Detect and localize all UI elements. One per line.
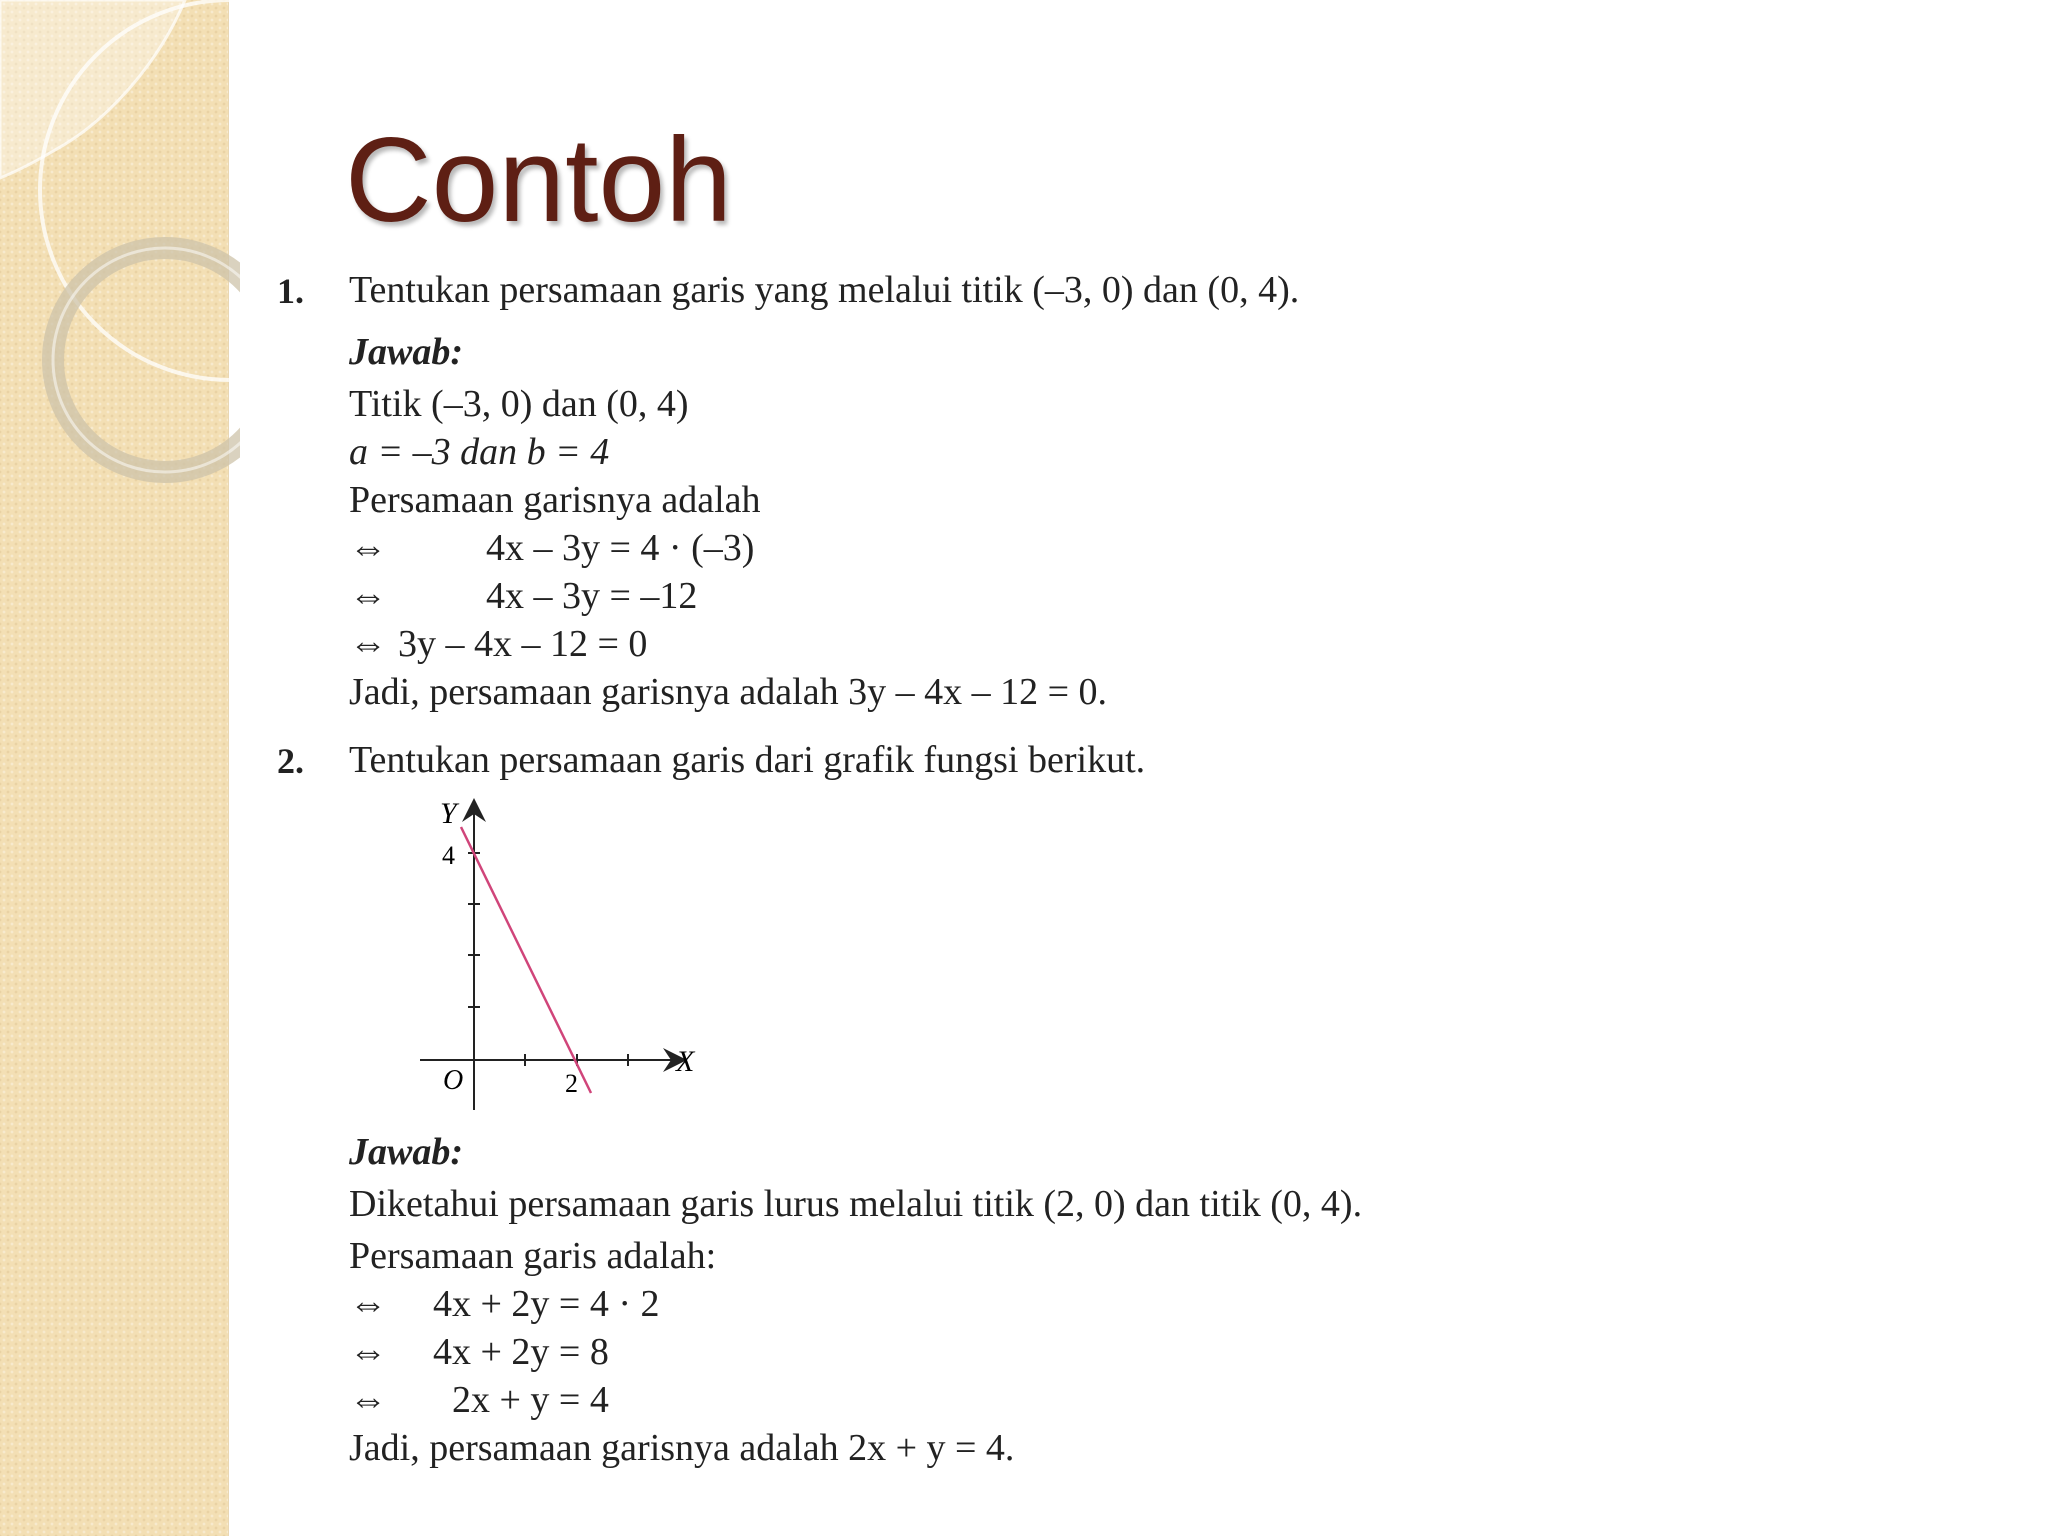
y-intercept-label: 4 <box>442 841 455 870</box>
equivalence-arrow: ⇔ <box>349 1379 387 1421</box>
problem-1-answer-label: Jawab: <box>349 331 463 373</box>
problem-2-question: Tentukan persamaan garis dari grafik fungsi berikut. <box>349 739 1146 781</box>
problem-2-step-3: 2x + y = 4 <box>452 1379 609 1421</box>
decorative-rings <box>0 0 240 520</box>
equivalence-arrow: ⇔ <box>349 1331 387 1373</box>
equivalence-arrow: ⇔ <box>349 575 387 617</box>
problem-2-conclusion: Jadi, persamaan garisnya adalah 2x + y = 4. <box>349 1427 1015 1469</box>
problem-1-conclusion: Jadi, persamaan garisnya adalah 3y – 4x – 12 = 0. <box>349 671 1107 713</box>
origin-label: O <box>443 1065 464 1096</box>
problem-1-step-3: 3y – 4x – 12 = 0 <box>398 623 648 665</box>
problem-2-line-1: Diketahui persamaan garis lurus melalui titik (2, 0) dan titik (0, 4). <box>349 1183 1363 1225</box>
problem-1-line-3: Persamaan garisnya adalah <box>349 479 761 521</box>
slide-title: Contoh <box>345 113 732 247</box>
problem-1-step-2: 4x – 3y = –12 <box>486 575 698 617</box>
equivalence-arrow: ⇔ <box>349 527 387 569</box>
problem-2-number: 2. <box>277 741 304 781</box>
problem-1-number: 1. <box>277 271 304 311</box>
equivalence-arrow: ⇔ <box>349 1283 387 1325</box>
problem-2-step-2: 4x + 2y = 8 <box>433 1331 609 1373</box>
y-axis-label: Y <box>440 797 457 830</box>
problem-1-question: Tentukan persamaan garis yang melalui titik (–3, 0) dan (0, 4). <box>349 269 1300 311</box>
problem-2-line-2: Persamaan garis adalah: <box>349 1235 717 1277</box>
problem-1-line-1: Titik (–3, 0) dan (0, 4) <box>349 383 689 425</box>
problem-2-step-1: 4x + 2y = 4 · 2 <box>433 1283 660 1325</box>
problem-2-answer-label: Jawab: <box>349 1131 463 1173</box>
graph-line <box>461 827 591 1093</box>
problem-1-line-2: a = –3 dan b = 4 <box>349 431 610 473</box>
problem-1-step-1: 4x – 3y = 4 · (–3) <box>486 527 755 569</box>
line-graph <box>400 790 730 1120</box>
x-intercept-label: 2 <box>565 1069 578 1098</box>
x-axis-label: X <box>676 1045 695 1078</box>
equivalence-arrow: ⇔ <box>349 623 387 665</box>
